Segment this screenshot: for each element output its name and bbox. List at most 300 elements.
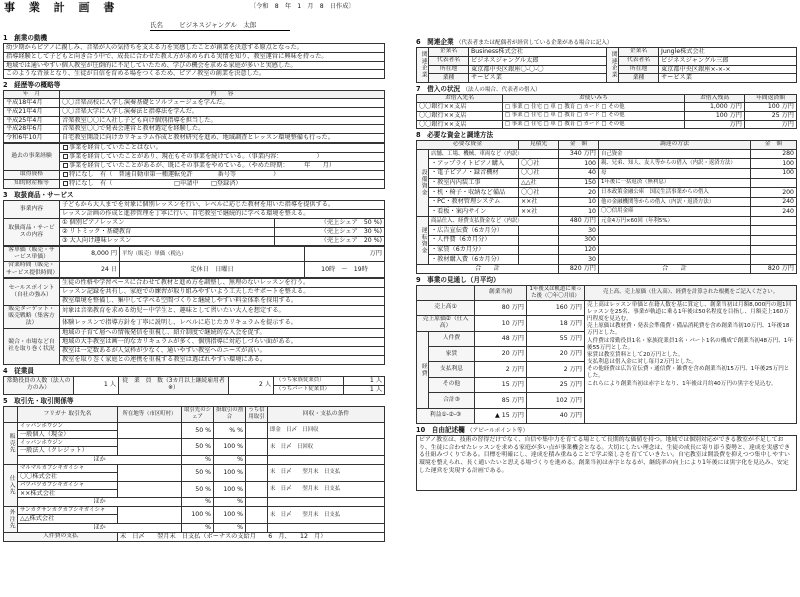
item-1-name: ① 個別ピアノレッスン — [60, 218, 275, 227]
career-row — [4, 116, 385, 125]
outlook-start-head: 創業当初 — [475, 285, 527, 300]
fund-empty — [599, 255, 751, 265]
loan-row — [417, 111, 797, 120]
past-experience-label: 過去の事業経験 — [4, 143, 60, 170]
need-total: 820 万円 — [559, 264, 599, 273]
partner-credit-ratio: 100 % — [214, 464, 246, 481]
part-staff-label: （うちパート従業員） — [274, 385, 344, 394]
partner-other: ほか — [18, 498, 182, 507]
checkbox-icon — [63, 163, 68, 168]
need-item: ・看板・案内サイン — [429, 207, 519, 217]
career-row — [4, 125, 385, 134]
partner-credit-ratio: 100 % — [214, 481, 246, 498]
partner-other-row — [4, 523, 385, 532]
target-label: 販売ターゲット・販売戦略（集客方法） — [4, 305, 60, 328]
career-text: 音楽教室〇〇で発表会運営と教材選定を経験した。 — [60, 125, 385, 134]
outlook-basis-line: 人件費は常勤役員1名・家族従業員1名・パート1名の構成で創業当初48万円、1年後55万円とした。 — [587, 337, 793, 351]
loan-use-options[interactable]: □ 事業 □ 住宅 □ 車 □ 教育 □ カード □ その他 — [503, 111, 685, 120]
need-intro: 店舗、工場、機械、車両など（内訳） — [429, 149, 559, 159]
partner-other-share: % — [182, 456, 214, 465]
motivation-table — [3, 43, 385, 79]
left-column — [3, 32, 385, 542]
fund-amount — [751, 216, 797, 226]
outlook-label: 家賃 — [429, 347, 475, 362]
need-estimate: ××社 — [519, 207, 559, 217]
need-item: ・家賃（6カ月分） — [429, 245, 519, 255]
career-row — [4, 99, 385, 108]
outlook-start-value: 48 万円 — [475, 331, 527, 346]
fund-total-label: 合 計 — [599, 264, 751, 273]
career-year: 平成21年4月 — [4, 107, 60, 116]
payroll-value: 末 日〆 翌月末 日支払（ボーナスの支給月 6 月、 12 月） — [118, 532, 385, 541]
need-amount: 10 — [559, 207, 599, 217]
partner-share: 100 % — [182, 507, 214, 524]
fund-empty-amount — [751, 245, 797, 255]
partner-terms: 末 日〆 翌月末 日支払 — [268, 481, 385, 498]
monthly-sales-unit: 万円 — [305, 246, 385, 261]
regular-officers-value: 1 人 — [74, 376, 119, 394]
outlook-table — [416, 285, 797, 424]
career-year: 平成18年4月 — [4, 99, 60, 108]
applicant-name: ビジネスジャングル 太郎 — [179, 21, 257, 29]
need-amount: 30 — [559, 255, 599, 265]
section-9-title: 9 事業の見通し（月平均） — [416, 275, 500, 284]
funding-row — [417, 236, 797, 246]
fund-amount: 200 — [751, 188, 797, 198]
partner-other-row — [4, 456, 385, 465]
regular-officers-label: 常勤役員の人数（法人の方のみ） — [4, 376, 74, 394]
partner-name: 一般法人（クレジット） — [18, 447, 118, 456]
unit-price-label: 客単価（販売・サービス単価） — [4, 246, 60, 261]
need-amount: 30 — [559, 226, 599, 236]
partner-terms: 末 日〆 翌月末 日支払 — [268, 464, 385, 481]
related-side-label: 関連企業 — [417, 48, 429, 83]
loan-use-options[interactable]: □ 事業 □ 住宅 □ 車 □ 教育 □ カード □ その他 — [503, 103, 685, 112]
outlook-label: 支払利息 — [429, 362, 475, 377]
patent-value: 特になし 有（ □申請中 □登録済） — [60, 179, 385, 188]
name-label: 氏名 — [150, 21, 163, 29]
need-item: ・教室内内装工事 — [429, 178, 519, 188]
item-2-name: ② リトミック・基礎教育 — [60, 227, 275, 236]
need-item: ・人件費（6カ月分） — [429, 236, 519, 246]
related-value: サービス業 — [469, 74, 607, 83]
competition-label: 競合・市場など自社を取り巻く状況 — [4, 328, 60, 364]
related-key: 代表者名 — [429, 56, 469, 65]
checkbox-icon — [63, 145, 68, 150]
funding-row — [417, 197, 797, 207]
career-year: 平成25年4月 — [4, 116, 60, 125]
sales-point-line: レッスン記録を共有し、家庭での練習が取り組みやすいよう工夫したサポートを整える。 — [60, 287, 385, 296]
loan-balance: 万円 — [685, 120, 745, 129]
partner-share: 50 % — [182, 481, 214, 498]
partner-other-row — [4, 498, 385, 507]
section-2-title: 2 経歴等の概略等 — [3, 81, 61, 89]
partner-row — [4, 481, 385, 489]
fund-empty — [599, 236, 751, 246]
partner-kana: イッパンホウジン — [18, 422, 118, 430]
partner-credit-head: 掛取引の割合 — [214, 406, 246, 422]
outlook-start-value: 15 万円 — [475, 377, 527, 392]
need-estimate — [519, 236, 559, 246]
license-value: 特になし 有（ 普通自動車第一種運転免許 番号等 ） — [60, 170, 385, 179]
outlook-label: 合計③ — [429, 393, 475, 408]
partner-trust — [246, 481, 268, 498]
need-head: 必要な資金 — [417, 141, 519, 149]
loan-row — [417, 120, 797, 129]
target-line: 体験レッスンで指導方針を丁寧に説明し、レベルに応じたカリキュラムを提示する。 — [60, 317, 385, 328]
loan-row — [417, 103, 797, 112]
fund-amount: 280 — [751, 149, 797, 159]
staff-value: 2 人 — [229, 376, 274, 394]
partner-row — [4, 507, 385, 515]
fund-amount: 100 — [751, 168, 797, 178]
hours-label: 営業時間（販売・サービス提供時間） — [4, 262, 60, 277]
fund-total: 820 万円 — [751, 264, 797, 273]
need-amount: 40 — [559, 168, 599, 178]
estimate-head: 見積先 — [519, 141, 559, 149]
loan-use-options[interactable]: □ 事業 □ 住宅 □ 車 □ 教育 □ カード □ その他 — [503, 120, 685, 129]
fund-empty-amount — [751, 255, 797, 265]
related-companies-table — [416, 47, 797, 83]
related-key: 企業名 — [619, 48, 659, 57]
partner-location — [118, 507, 182, 524]
target-line: 対象は音楽教育を求める幼児〜中学生と、趣味として習いたい大人を想定する。 — [60, 305, 385, 316]
partner-trust — [246, 507, 268, 524]
section-4-title: 4 従業員 — [3, 366, 34, 375]
related-value: 東京都中央区銀座×-×-× — [659, 65, 797, 74]
funding-row — [417, 188, 797, 198]
section-10-title: 10 自由記述欄 （アピールポイント等） — [416, 426, 529, 435]
need-amount: 150 — [559, 178, 599, 188]
partner-other-credit: % — [214, 498, 246, 507]
career-table — [3, 90, 385, 143]
business-content-line-1: 子どもから大人までを対象に個別レッスンを行い、レベルに応じた教材を用いた指導を提供する。 — [60, 200, 385, 209]
loan-use-head: お使いみち — [503, 95, 685, 103]
outlook-label: 人件費 — [429, 331, 475, 346]
partner-share: 50 % — [182, 439, 214, 456]
related-key: 所在地 — [619, 65, 659, 74]
loan-annual-head: 年間返済額 — [745, 95, 797, 103]
partner-terms: 末 日〆 翌月末 日支払 — [268, 507, 385, 524]
partner-terms-head: 回収・支払の条件 — [268, 406, 385, 422]
fund-amount: 100 — [751, 159, 797, 169]
experience-table — [3, 143, 385, 189]
funding-total-row — [417, 264, 797, 273]
section-5-title: 5 取引先・取引関係等 — [3, 396, 74, 405]
loan-bank: 〇〇銀行××支店 — [417, 111, 503, 120]
need-estimate — [519, 226, 559, 236]
motivation-line: 幼少期からピアノに親しみ、音楽が人の気持ちを支える力を実感したことが創業を決意する原点となった。 — [4, 44, 385, 53]
partner-kana: バツバツカブシキガイシャ — [18, 481, 118, 489]
equipment-label: 設備資金 — [417, 149, 429, 216]
funding-row — [417, 168, 797, 178]
career-row — [4, 134, 385, 143]
funding-row — [417, 216, 797, 226]
related-key: 代表者名 — [619, 56, 659, 65]
free-description: ピアノ教室は、技術の習得だけでなく、自信や集中力を育てる場として長期的な価値を持つ。地域では個別対応ができる教室が不足しており、生徒に合わせたレッスンを求める家庭が多い点が事業機会となる。大切にしたい理念は、生徒の成長に寄り添う姿勢と、達成を実感できる仕組みづくりである。目標を明確にし、達成を積み重ねることで学ぶ楽しさを育てていきたい。自宅教室は開設費を抑えつつ集中しやすい環境を整えられ、長く通いたいと思える場づくりを進める。創業当初は赤字となるが、継続率の向上により1年後には黒字化を見込み、安定した運営を実現する計画である。 — [416, 435, 797, 491]
partner-share-head: 取引先のシェア — [182, 406, 214, 422]
fund-item: 1年後に一括返済（無利息） — [599, 178, 751, 188]
related-key: 業種 — [429, 74, 469, 83]
related-value: ビジネスジャングル太郎 — [469, 56, 607, 65]
item-3-share: （売上シェア 20 %) — [275, 236, 385, 245]
related-key: 企業名 — [429, 48, 469, 57]
family-staff-value: 1 人 — [344, 376, 385, 385]
partner-other: ほか — [18, 456, 182, 465]
need-item: ・広告宣伝費（6カ月分） — [429, 226, 519, 236]
need-subtotal: 340 万円 — [559, 149, 599, 159]
funding-row — [417, 207, 797, 217]
partner-credit-ratio: 100 % — [214, 507, 246, 524]
outlook-label: 売上原価②（仕入高） — [417, 316, 475, 331]
loan-annual: 25 万円 — [745, 111, 797, 120]
outlook-basis-line: 家賃は教室賃料として20万円とした。 — [587, 351, 684, 358]
outlook-basis-line: その他経費は広告宣伝費・通信費・雑費を含め創業当初15万円、1年後25万円とした。 — [587, 366, 790, 380]
partner-trust — [246, 422, 268, 439]
products-table — [3, 200, 385, 246]
payroll-label: 人件費の支払 — [4, 532, 118, 541]
need-item: ・教材購入費（6カ月分） — [429, 255, 519, 265]
need-amount: 100 — [559, 159, 599, 169]
item-1-share: （売上シェア 50 %) — [275, 218, 385, 227]
partner-group-label: 外注先 — [4, 507, 18, 533]
career-text: 音楽教室〇〇に入社し子ども向け個別指導を担当した。 — [60, 116, 385, 125]
career-year: 令和6年10月 — [4, 134, 60, 143]
loan-annual: 万円 — [745, 120, 797, 129]
outlook-later-value: 40 万円 — [527, 408, 585, 423]
creation-date: 〔令和 8 年 1 月 8 日作成〕 — [250, 3, 355, 10]
partner-other-credit: % — [214, 456, 246, 465]
section-8-title: 8 必要な資金と調達方法 — [416, 131, 494, 140]
outlook-start-value: 10 万円 — [475, 316, 527, 331]
item-2-share: （売上シェア 30 %) — [275, 227, 385, 236]
partner-trust — [246, 464, 268, 481]
related-value: Jungle株式会社 — [659, 48, 797, 57]
items-label: 取扱商品・サービスの内容 — [4, 218, 60, 245]
outlook-later-value: 160 万円 — [527, 300, 585, 315]
partner-name: △△株式会社 — [18, 515, 118, 524]
loans-table — [416, 94, 797, 129]
related-value: Business株式会社 — [469, 48, 607, 57]
partner-other-share: % — [182, 498, 214, 507]
partner-kana: マルマルカブシキガイシャ — [18, 464, 118, 472]
outlook-label: その他 — [429, 377, 475, 392]
need-estimate: ××社 — [519, 197, 559, 207]
outlook-later-head: 1年後又は軌道に乗った後（〇年〇月頃） — [527, 285, 585, 300]
need-amount: 10 — [559, 197, 599, 207]
partner-other: ほか — [18, 523, 182, 532]
partner-other-share: % — [182, 523, 214, 532]
partner-group-label: 仕入先 — [4, 464, 18, 506]
outlook-later-value: 55 万円 — [527, 331, 585, 346]
partner-name: ××株式会社 — [18, 489, 118, 498]
fund-amount — [751, 178, 797, 188]
working-capital-label: 運転資金 — [417, 216, 429, 264]
holiday-value: 定休日 日曜日 — [120, 262, 305, 277]
fund-item: 他の金融機関等からの借入（内訳・返済方法） — [599, 197, 751, 207]
partner-location-head: 所在地等（市区町村） — [118, 406, 182, 422]
career-year-head: 年 月 — [4, 91, 60, 99]
fund-item: 親、兄弟、知人、友人等からの借入（内訳・返済方法） — [599, 159, 751, 169]
days-value: 24 日 — [60, 262, 120, 277]
outlook-basis-head: 売上高、売上原価（仕入高）、経費を計算された根拠をご記入ください。 — [585, 285, 797, 300]
funding-row — [417, 159, 797, 169]
experience-option-2[interactable]: 事業を経営していたことがあり、現在もその事業を続けている。（事業内容： ） — [60, 152, 385, 161]
partner-location — [118, 481, 182, 498]
checkbox-icon — [63, 181, 68, 186]
loan-bank: 〇〇銀行××支店 — [417, 103, 503, 112]
fund-amount: 240 — [751, 197, 797, 207]
outlook-basis-line: これらにより創業当初は赤字となり、1年後は月約40万円の黒字を見込む。 — [587, 380, 777, 387]
outlook-basis-line: 売上原価は教材費・発表会準備費・備品消耗費を含め創業当初10万円、1年後18万円とした。 — [587, 323, 790, 337]
applicant-name-row — [150, 21, 290, 31]
license-label: 取得資格 — [4, 170, 60, 179]
outlook-later-value: 20 万円 — [527, 347, 585, 362]
partner-credit-ratio: % % — [214, 422, 246, 439]
business-content-label: 事業内容 — [4, 200, 60, 218]
loan-balance: 100 万円 — [685, 111, 745, 120]
need-amount-head: 金 額 — [559, 141, 599, 149]
section-1-title: 1 創業の動機 — [3, 34, 48, 42]
staff-label: 従 業 員 数（3カ月以上継続雇用者※） — [119, 376, 229, 394]
partner-share: 50 % — [182, 422, 214, 439]
need-estimate: 〇〇社 — [519, 168, 559, 178]
need-estimate — [519, 245, 559, 255]
fund-amount-head: 金 額 — [751, 141, 797, 149]
related-key: 所在地 — [429, 65, 469, 74]
partner-location — [118, 422, 182, 439]
outlook-later-value: 25 万円 — [527, 377, 585, 392]
fund-item: 自己資金 — [599, 149, 751, 159]
employees-table — [3, 376, 385, 395]
partner-other-credit: % — [214, 523, 246, 532]
partner-group-label: 販売先 — [4, 422, 18, 464]
loan-balance-head: お借入残高 — [685, 95, 745, 103]
fund-item: 母 — [599, 168, 751, 178]
need-item: ・アップライトピアノ購入 — [429, 159, 519, 169]
need-estimate: 〇〇社 — [519, 188, 559, 198]
need-amount: 300 — [559, 236, 599, 246]
fund-empty-amount — [751, 226, 797, 236]
funding-row — [417, 178, 797, 188]
section-6-title: 6 関連企業 （代表者または配偶者が経営している企業がある場合に記入） — [416, 38, 613, 46]
fund-item: 〇〇信用金庫 — [599, 207, 751, 217]
unit-price-value: 8,000 円 — [60, 246, 120, 261]
loan-bank-head: お借入先名 — [417, 95, 503, 103]
career-text: 自宅教室開設に向けカリキュラム作成と教材研究を進め、地域調査とレッスン環境整備も行った。 — [60, 134, 385, 143]
sales-point-label: セールスポイント（自社の強み） — [4, 278, 60, 305]
part-staff-value: 1 人 — [344, 385, 385, 394]
partner-row — [4, 439, 385, 447]
related-value: ビジネスジャングル三郎 — [659, 56, 797, 65]
document-title: 事 業 計 画 書 — [4, 1, 120, 14]
motivation-line: 指導経験として子どもと向き合う中で、成長に合わせた教え方が求められる実情を知り、教室運営に興味を持った。 — [4, 52, 385, 61]
funding-row — [417, 255, 797, 265]
section-3-title: 3 取扱商品・サービス — [3, 190, 74, 199]
competition-line: 地域の大手教室は画一的なカリキュラムが多く、個別指導に対応しづらい面がある。 — [60, 337, 385, 346]
outlook-start-value: ▲ 15 万円 — [475, 408, 527, 423]
competition-line: 教室を取り巻く家庭との連携を重視する教室は選ばれやすい環境にある。 — [60, 355, 385, 364]
expense-label: 経費 — [417, 331, 429, 408]
right-column — [416, 36, 797, 491]
related-company-row — [417, 48, 797, 57]
item-3-name: ③ 大人向け趣味レッスン — [60, 236, 275, 245]
motivation-line: このような背景となり、生徒が自信を育める場をつくるため、ピアノ教室の創業を決意した。 — [4, 70, 385, 79]
fund-amount: 240 — [751, 207, 797, 217]
need-item: ・机・椅子・収納など備品 — [429, 188, 519, 198]
outlook-label: 売上高① — [417, 300, 475, 315]
partner-kana: イッパンホウジン — [18, 439, 118, 447]
outlook-row — [417, 300, 797, 315]
partner-credit-ratio: 100 % — [214, 439, 246, 456]
partner-other-terms — [268, 498, 385, 507]
partner-other-terms — [268, 523, 385, 532]
need-total-label: 合 計 — [417, 264, 559, 273]
need-amount: 120 — [559, 245, 599, 255]
outlook-start-value: 20 万円 — [475, 347, 527, 362]
partner-trust — [246, 439, 268, 456]
sales-point-line: 生徒の性格や学習ペースに合わせて教材と進め方を調整し、無理のないレッスンを行う。 — [60, 278, 385, 287]
section-7-title: 7 借入の状況 （法人の場合、代表者の借入） — [416, 85, 541, 93]
career-row — [4, 107, 385, 116]
outlook-start-value: 2 万円 — [475, 362, 527, 377]
experience-option-1[interactable]: 事業を経営していたことはない。 — [60, 143, 385, 152]
funding-row — [417, 226, 797, 236]
related-value: 東京都中央区銀座〇-〇-〇 — [469, 65, 607, 74]
partners-table — [3, 406, 385, 542]
outlook-later-value: 18 万円 — [527, 316, 585, 331]
strategy-table — [3, 278, 385, 365]
related-side-label: 関連企業 — [607, 48, 619, 83]
loan-balance: 1,000 万円 — [685, 103, 745, 112]
partner-other-terms — [268, 456, 385, 465]
experience-option-3[interactable]: 事業を経営していたことがあるが、既にその事業をやめている。（やめた時期： 年 月） — [60, 161, 385, 170]
outlook-label: 利益①-②-③ — [417, 408, 475, 423]
partner-location — [118, 439, 182, 456]
outlook-basis — [585, 300, 797, 423]
need-item: ・電子ピアノ・録音機材 — [429, 168, 519, 178]
business-content-line-2: レッスン計画の作成と進捗管理を丁寧に行い、自宅教室で継続的に学べる環境を整える。 — [60, 209, 385, 218]
funding-table — [416, 140, 797, 273]
partner-terms: 即金 日〆 日回収 — [268, 422, 385, 439]
outlook-start-value: 80 万円 — [475, 300, 527, 315]
need-amount: 20 — [559, 188, 599, 198]
checkbox-icon — [63, 154, 68, 159]
related-key: 業種 — [619, 74, 659, 83]
outlook-later-value: 102 万円 — [527, 393, 585, 408]
fund-item: 日本政策金融公庫 国民生活事業からの借入 — [599, 188, 751, 198]
competition-line: 地域の子育て層への情報発信を重視し、紹介制度で継続的な入会を促す。 — [60, 328, 385, 337]
loan-annual: 100 万円 — [745, 103, 797, 112]
need-intro: 商品仕入、経費支払資金など（内訳） — [429, 216, 559, 226]
career-text: 〇〇音楽高校に入学し演奏基礎とソルフェージュを学んだ。 — [60, 99, 385, 108]
need-subtotal: 480 万円 — [559, 216, 599, 226]
partner-row — [4, 464, 385, 472]
checkbox-icon — [63, 172, 68, 177]
fund-empty-amount — [751, 236, 797, 246]
unit-price-table — [3, 246, 385, 278]
outlook-later-value: 2 万円 — [527, 362, 585, 377]
fund-empty — [599, 226, 751, 236]
career-year: 平成28年6月 — [4, 125, 60, 134]
partner-name: 一般個人（現金） — [18, 430, 118, 439]
partner-row — [4, 422, 385, 430]
competition-line: 教室は一定数あるが人気枠が少なく、通いやすい教室へのニーズが高い。 — [60, 346, 385, 355]
related-value: サービス業 — [659, 74, 797, 83]
loan-bank: 〇〇銀行××支店 — [417, 120, 503, 129]
partner-location — [118, 464, 182, 481]
need-estimate: 〇〇社 — [519, 159, 559, 169]
